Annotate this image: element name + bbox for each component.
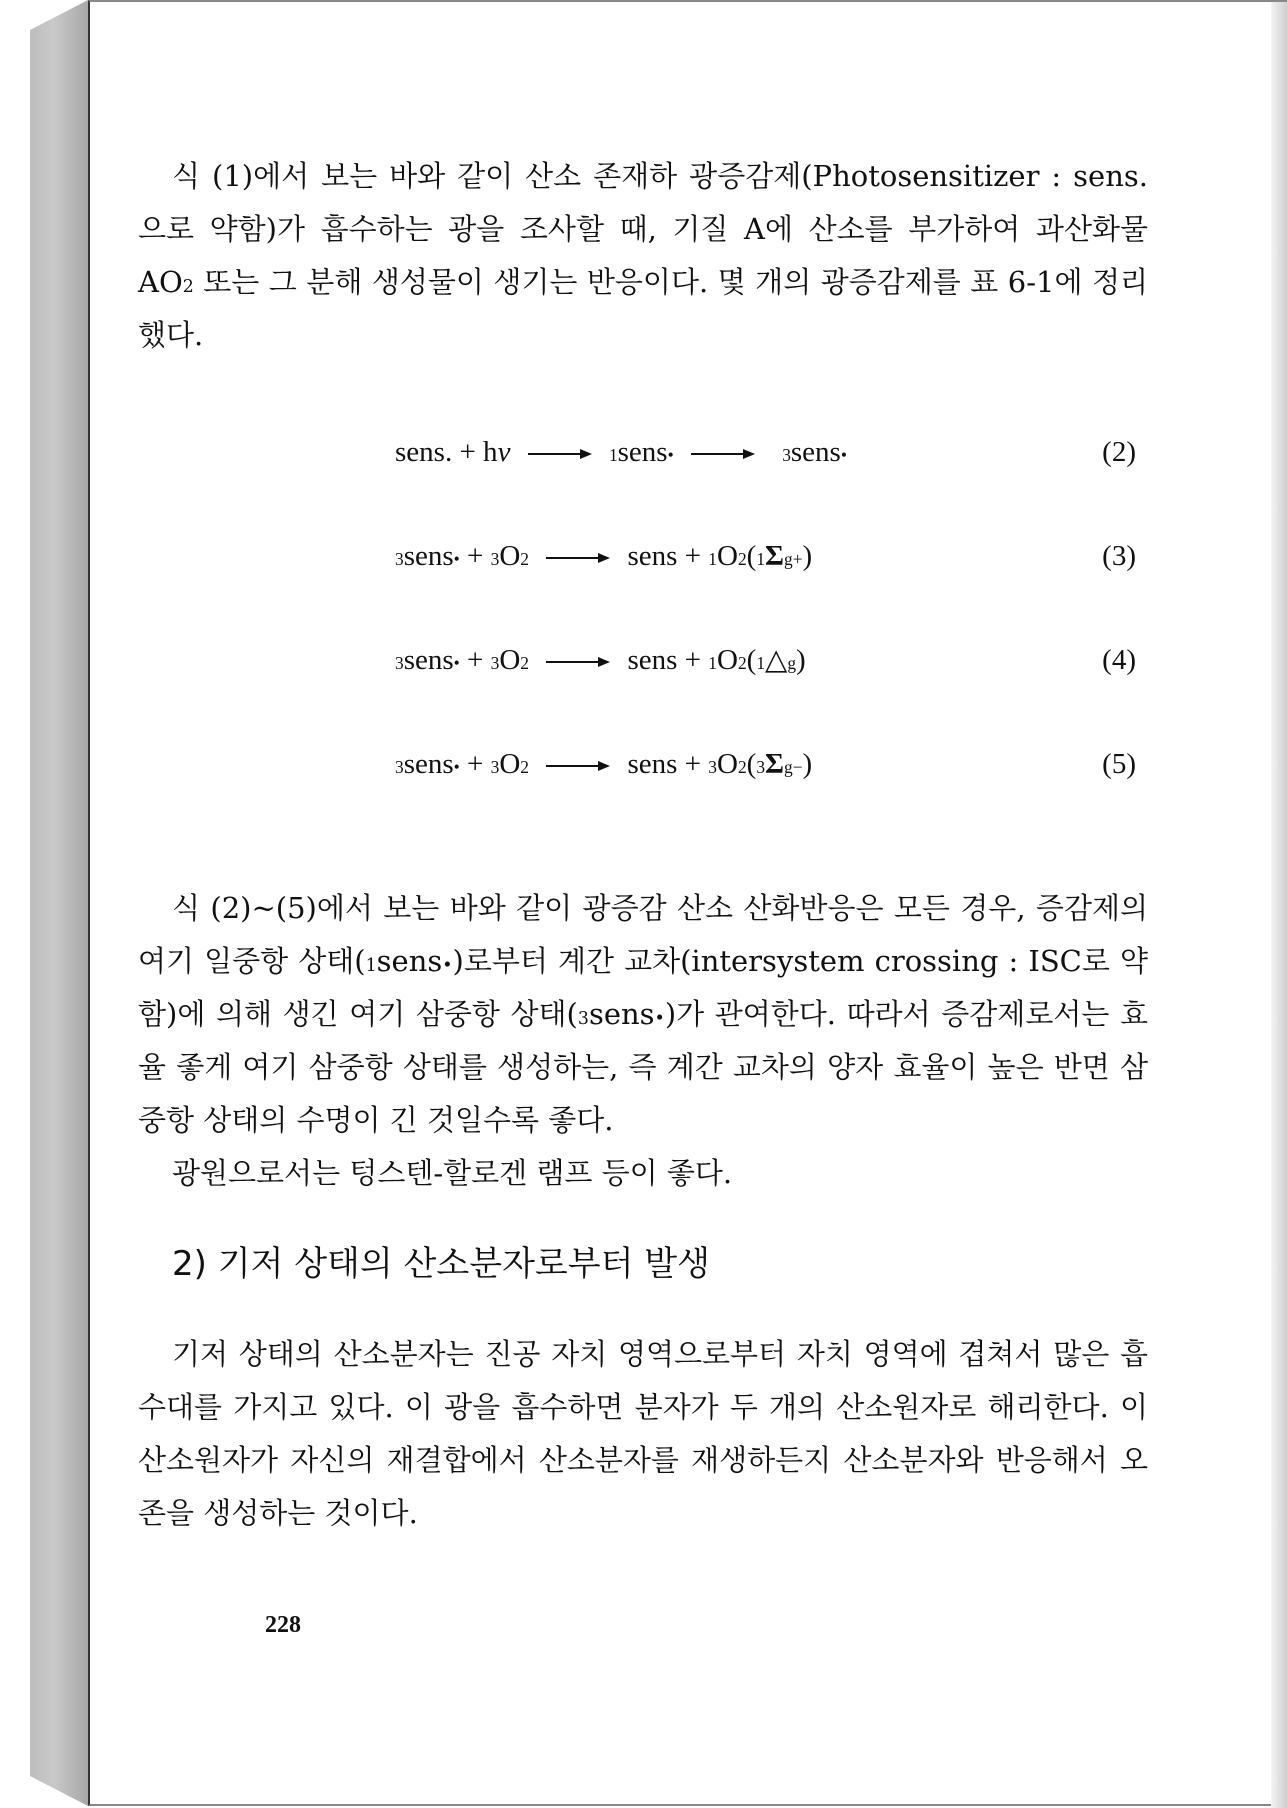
paragraph-4-text: 기저 상태의 산소분자는 진공 자치 영역으로부터 자치 영역에 겹쳐서 많은 흡수대를 가지고 있다. 이 광을 흡수하면 분자가 두 개의 산소원자로 해리한다. 이 산소원자가 자신의 재결합에서 산소분자를 재생하든지 산소분자와 반응해서 오존을 생성하는 것이다. xyxy=(138,1337,1148,1530)
equation-2 xyxy=(138,414,1148,518)
eq2-nu: ν xyxy=(497,436,511,468)
eq2-rhs-star: • xyxy=(840,445,847,465)
equation-3 xyxy=(138,518,1148,622)
equation-number-2: (2) xyxy=(1102,436,1136,468)
paragraph-2-text-a: 식 (2)~(5)에서 보는 바와 같이 광증감 산소 산화반응은 모든 경우, 증감제의 여기 일중항 상태( xyxy=(138,891,1148,978)
reaction-arrow-icon xyxy=(546,551,610,565)
equation-5-body: $^3$sens• + $^3O_2$ sens + $^3O_2(^3\Sigma_g^-)$ xyxy=(395,748,813,780)
page-content xyxy=(138,150,1148,1540)
eq4-oxygen: O xyxy=(499,644,521,676)
reaction-arrow-icon xyxy=(546,759,610,773)
eq2-reactant: sens. + h xyxy=(395,436,498,468)
eq5-oxygen: O xyxy=(499,748,521,780)
book-spine xyxy=(30,0,88,1806)
eq4-product: sens + xyxy=(627,644,709,676)
equation-number-3: (3) xyxy=(1102,540,1136,572)
reaction-arrow-icon xyxy=(528,447,592,461)
page-number: 228 xyxy=(265,1612,301,1638)
eq2-rhs: sens xyxy=(790,436,841,468)
ao2-subscript: 2 xyxy=(182,277,194,297)
paragraph-2: 식 (2)~(5)에서 보는 바와 같이 광증감 산소 산화반응은 모든 경우, 증감제의 여기 일중항 상태($^1$sens•)로부터 계간 교차(intersystem crossing : ISC로 약함)에 의해 생긴 여기 삼중항 상태($^3$sens•)가 관여한다. 따라서 증감제로서는 효율 좋게 여기 삼중항 상태를 생성하는, 즉 계간 교차의 양자 효율이 높은 반면 삼중항 상태의 수명이 긴 것일수록 좋다. xyxy=(138,891,1148,1137)
triplet-sens: sens xyxy=(588,997,655,1031)
paragraph-1-text-a: 식 (1)에서 보는 바와 같이 산소 존재하 광증감제(Photosensitizer : sens.으로 약함)가 흡수하는 광을 조사할 때, 기질 A에 산소를 부가하여 과산화물 AO xyxy=(138,159,1148,299)
equation-number-4: (4) xyxy=(1102,644,1136,676)
eq5-reactant: sens xyxy=(403,748,454,780)
paragraph-3 xyxy=(138,1147,1148,1200)
equation-number-5: (5) xyxy=(1102,748,1136,780)
reaction-arrow-icon xyxy=(691,447,755,461)
eq4-delta: △ xyxy=(765,644,788,676)
paragraph-2-text-b: )로부터 계간 교차(intersystem crossing : ISC로 약함)에 의해 생긴 여기 삼중항 상태( xyxy=(138,944,1148,1031)
eq5-product: sens + xyxy=(627,748,709,780)
eq3-oxygen: O xyxy=(499,540,521,572)
eq2-rhs-sup: 3 xyxy=(782,445,791,465)
page-edge xyxy=(1271,2,1287,1808)
eq4-reactant: sens xyxy=(403,644,454,676)
equation-2-body xyxy=(395,434,847,470)
eq3-product: sens + xyxy=(627,540,709,572)
eq2-mid-sup: 1 xyxy=(608,445,618,465)
eq3-sigma: Σ xyxy=(765,540,784,572)
section-heading: 2) 기저 상태의 산소분자로부터 발생 xyxy=(172,1244,710,1284)
paragraph-4 xyxy=(138,1328,1148,1540)
paragraph-1-text-b: 또는 그 분해 생성물이 생기는 반응이다. 몇 개의 광증감제를 표 6-1에 정리했다. xyxy=(138,265,1148,352)
eq3-reactant: sens xyxy=(403,540,454,572)
paragraph-3-text: 광원으로서는 텅스텐-할로겐 램프 등이 좋다. xyxy=(172,1156,733,1190)
eq2-mid: sens xyxy=(617,436,668,468)
paragraph-2-text-c: )가 관여한다. 따라서 증감제로서는 효율 좋게 여기 삼중항 상태를 생성하는, 즉 계간 교차의 양자 효율이 높은 반면 삼중항 상태의 수명이 긴 것일수록 좋다. xyxy=(138,997,1148,1137)
equation-4-body: $^3$sens• + $^3O_2$ sens + $^1O_2(^1\triangle_g)$ xyxy=(395,644,806,676)
singlet-sens: sens xyxy=(376,944,443,978)
eq5-sigma: Σ xyxy=(765,748,784,780)
paragraph-1 xyxy=(138,150,1148,362)
eq2-mid-star: • xyxy=(667,445,674,465)
reaction-arrow-icon xyxy=(546,655,610,669)
equation-4 xyxy=(138,622,1148,726)
equation-block xyxy=(138,414,1148,830)
equation-3-body: $^3$sens• + $^3O_2$ sens + $^1O_2(^1\Sigma_g^+)$ xyxy=(395,540,813,572)
equation-5 xyxy=(138,726,1148,830)
